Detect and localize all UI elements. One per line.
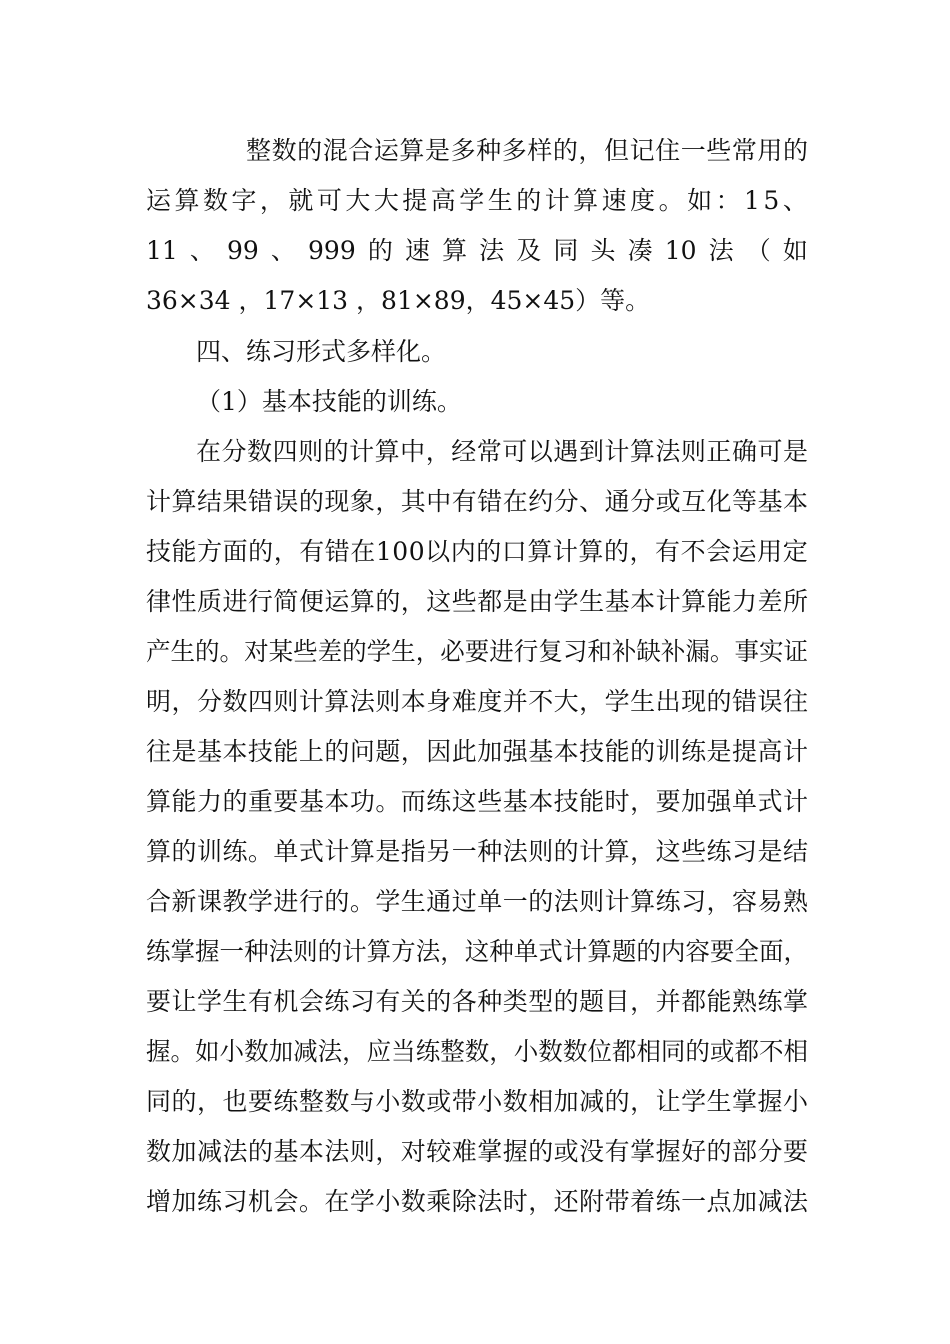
text-run: 计算结果错误的现象，其中有错在约分、通分或互化等基本 xyxy=(146,487,809,516)
text-run: 练掌握一种法则的计算方法，这种单式计算题的内容要全面， xyxy=(146,937,809,966)
text-token: 99 xyxy=(227,236,259,265)
text-run: 律性质进行简便运算的，这些都是由学生基本计算能力差所 xyxy=(146,587,809,616)
paragraph-line-9 xyxy=(146,537,808,567)
text-run: 要让学生有机会练习有关的各种类型的题目，并都能熟练掌 xyxy=(146,987,809,1016)
paragraph-line-13 xyxy=(146,737,808,767)
paragraph-line-19 xyxy=(146,1037,808,1067)
text-token: 的 xyxy=(367,236,393,265)
paragraph-line-16 xyxy=(146,887,808,917)
text-token: 凑 xyxy=(627,236,653,265)
text-token: 算 xyxy=(442,236,468,265)
text-token: 及 xyxy=(516,236,542,265)
text-token: 同 xyxy=(553,236,579,265)
subsection-heading xyxy=(146,387,808,417)
paragraph-line-14 xyxy=(146,787,808,817)
text-run: 算的训练。单式计算是指另一种法则的计算，这些练习是结 xyxy=(146,837,809,866)
text-run: 产生的。对某些差的学生，必要进行复习和补缺补漏。事实证 xyxy=(146,637,809,666)
text-token: 10 xyxy=(664,236,697,265)
text-run: 36×34 ，17×13 ，81×89，45×45）等。 xyxy=(146,286,651,315)
paragraph-line-7 xyxy=(146,437,808,467)
text-run: 明，分数四则计算法则本身难度并不大，学生出现的错误往 xyxy=(146,687,809,716)
paragraph-line-17 xyxy=(146,937,808,967)
text-token: 速 xyxy=(404,236,430,265)
text-token: 999 xyxy=(308,236,356,265)
text-run: 运算数字，就可大大提高学生的计算速度。如：15、 xyxy=(146,186,812,215)
paragraph-line-11 xyxy=(146,637,808,667)
text-token: 法 xyxy=(479,236,505,265)
text-token: （ xyxy=(745,236,771,265)
paragraph-line-20 xyxy=(146,1087,808,1117)
text-run: 增加练习机会。在学小数乘除法时，还附带着练一点加减法 xyxy=(146,1187,809,1216)
paragraph-line-12 xyxy=(146,687,808,717)
paragraph-line-18 xyxy=(146,987,808,1017)
text-run: （1）基本技能的训练。 xyxy=(196,387,462,416)
paragraph-line-22 xyxy=(146,1187,808,1217)
paragraph-line-8 xyxy=(146,487,808,517)
section-heading xyxy=(146,337,808,367)
paragraph-line-10 xyxy=(146,587,808,617)
text-token: 法 xyxy=(708,236,734,265)
paragraph-line-3 xyxy=(146,236,808,266)
paragraph-line-4 xyxy=(146,286,808,316)
text-run: 算能力的重要基本功。而练这些基本技能时，要加强单式计 xyxy=(146,787,809,816)
text-token: 头 xyxy=(590,236,616,265)
text-token: 11 xyxy=(146,236,178,265)
text-run: 整数的混合运算是多种多样的，但记住一些常用的 xyxy=(246,136,809,165)
text-run: 四、练习形式多样化。 xyxy=(196,337,447,366)
paragraph-line-21 xyxy=(146,1137,808,1167)
paragraph-line-1 xyxy=(146,136,808,166)
text-run: 往是基本技能上的问题，因此加强基本技能的训练是提高计 xyxy=(146,737,809,766)
text-run: 同的，也要练整数与小数或带小数相加减的，让学生掌握小 xyxy=(146,1087,809,1116)
text-run: 技能方面的，有错在100以内的口算计算的，有不会运用定 xyxy=(146,537,809,566)
text-run: 合新课教学进行的。学生通过单一的法则计算练习，容易熟 xyxy=(146,887,809,916)
text-token: 如 xyxy=(782,236,808,265)
text-token: 、 xyxy=(189,236,215,265)
text-run: 数加减法的基本法则，对较难掌握的或没有掌握好的部分要 xyxy=(146,1137,809,1166)
text-token: 、 xyxy=(270,236,296,265)
paragraph-line-2 xyxy=(146,186,812,216)
text-run: 握。如小数加减法，应当练整数，小数数位都相同的或都不相 xyxy=(146,1037,809,1066)
paragraph-line-15 xyxy=(146,837,808,867)
text-run: 在分数四则的计算中，经常可以遇到计算法则正确可是 xyxy=(196,437,809,466)
